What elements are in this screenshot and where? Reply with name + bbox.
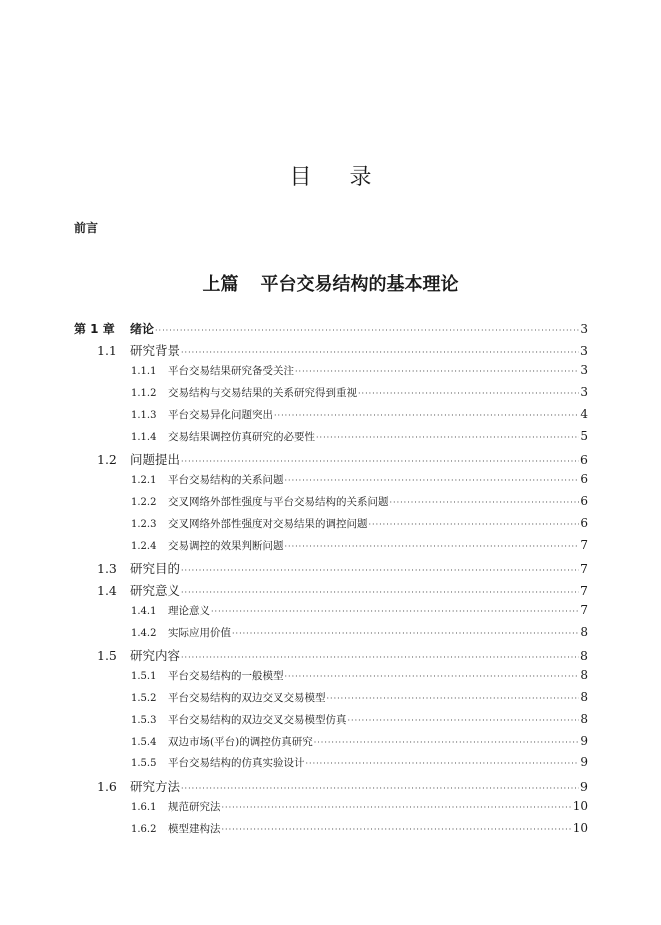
toc-entry-number: 1.2.1 bbox=[131, 475, 157, 486]
toc-entry-title: 交易结构与交易结果的关系研究得到重视 bbox=[168, 387, 357, 399]
toc-entry-page: 8 bbox=[580, 712, 588, 726]
toc-entry-page: 10 bbox=[572, 821, 588, 835]
toc-entry-page: 7 bbox=[580, 561, 588, 576]
preface-link[interactable]: 前言 bbox=[74, 221, 99, 235]
toc-entry-title: 研究方法 bbox=[130, 779, 181, 794]
part-label: 上篇 bbox=[202, 274, 239, 295]
toc-entry[interactable] bbox=[74, 472, 588, 487]
toc-entry-page: 3 bbox=[580, 363, 588, 377]
toc-leader-dots bbox=[390, 498, 580, 507]
title-char: 目 bbox=[289, 165, 312, 190]
toc-leader-dots bbox=[181, 784, 579, 793]
toc-entry-title: 实际应用价值 bbox=[168, 627, 231, 639]
toc-entry[interactable] bbox=[74, 668, 588, 683]
toc-entry-title: 研究内容 bbox=[130, 648, 181, 663]
toc-entry[interactable] bbox=[74, 581, 588, 599]
toc-entry-page: 10 bbox=[572, 799, 588, 813]
title-char: 录 bbox=[349, 165, 372, 190]
toc-entry-page: 9 bbox=[580, 755, 588, 769]
toc-entry-title: 绪论 bbox=[130, 322, 155, 336]
toc-leader-dots bbox=[306, 759, 580, 768]
toc-entry-page: 7 bbox=[580, 583, 588, 598]
toc-leader-dots bbox=[369, 520, 580, 529]
toc-entry-title: 平台交易结构的关系问题 bbox=[168, 474, 284, 486]
toc-entry[interactable] bbox=[74, 625, 588, 640]
toc-entry-page: 7 bbox=[580, 603, 588, 617]
toc-leader-dots bbox=[222, 825, 572, 834]
toc-entry-page: 6 bbox=[580, 516, 588, 530]
toc-entry[interactable] bbox=[74, 690, 588, 705]
toc-entry-number: 1.1.4 bbox=[131, 432, 157, 443]
toc-entry-title: 问题提出 bbox=[130, 452, 181, 467]
toc-entry-number: 1.1.1 bbox=[131, 366, 157, 377]
toc-leader-dots bbox=[285, 542, 580, 551]
toc-entry-number: 1.4.1 bbox=[131, 606, 157, 617]
toc-entry-number: 1.6.1 bbox=[131, 802, 157, 813]
toc-leader-dots bbox=[181, 457, 579, 466]
toc-entry[interactable] bbox=[74, 559, 588, 577]
toc-entry[interactable] bbox=[74, 450, 588, 468]
toc-entry-title: 交易调控的效果判断问题 bbox=[168, 540, 284, 552]
toc-entry-page: 6 bbox=[580, 452, 588, 467]
toc-leader-dots bbox=[232, 629, 579, 638]
toc-entry-number: 1.5.2 bbox=[131, 693, 157, 704]
toc-entry-page: 9 bbox=[580, 779, 588, 794]
toc-leader-dots bbox=[316, 433, 579, 442]
toc-entry-number: 1.1.2 bbox=[131, 388, 157, 399]
toc-entry-title: 理论意义 bbox=[168, 605, 210, 617]
toc-entry-title: 双边市场(平台)的调控仿真研究 bbox=[168, 736, 313, 748]
toc-entry-number: 1.2 bbox=[97, 452, 117, 467]
toc-entry-title: 平台交易异化问题突出 bbox=[168, 409, 273, 421]
toc-entry-number: 1.5.5 bbox=[131, 758, 157, 769]
toc-entry-number: 1.5.3 bbox=[131, 715, 157, 726]
toc-entry-page: 9 bbox=[580, 734, 588, 748]
toc-entry-number: 1.4.2 bbox=[131, 628, 157, 639]
toc-entry-title: 研究意义 bbox=[130, 583, 181, 598]
toc-leader-dots bbox=[181, 566, 579, 575]
toc-entry[interactable] bbox=[74, 646, 588, 664]
toc-entry[interactable] bbox=[74, 799, 588, 814]
toc-entry-number: 1.5.1 bbox=[131, 671, 157, 682]
toc-entry-title: 规范研究法 bbox=[168, 801, 221, 813]
toc-entry[interactable] bbox=[74, 516, 588, 531]
toc-entry-title: 平台交易结构的双边交叉交易模型仿真 bbox=[168, 714, 347, 726]
toc-entry[interactable] bbox=[74, 712, 588, 727]
toc-entry-number: 1.3 bbox=[97, 561, 117, 576]
toc-entry-page: 6 bbox=[580, 494, 588, 508]
toc-entry-number: 1.2.4 bbox=[131, 541, 157, 552]
toc-entry-number: 1.5.4 bbox=[131, 737, 157, 748]
toc-entry-number: 1.6 bbox=[97, 779, 117, 794]
toc-entry-page: 3 bbox=[580, 385, 588, 399]
toc-entry[interactable] bbox=[74, 755, 588, 770]
toc-entry-title: 平台交易结构的仿真实验设计 bbox=[168, 757, 305, 769]
toc-entry-page: 6 bbox=[580, 472, 588, 486]
toc-entry-title: 平台交易结构的一般模型 bbox=[168, 670, 284, 682]
toc-entry-number: 1.4 bbox=[97, 583, 117, 598]
toc-entry-title: 模型建构法 bbox=[168, 823, 221, 835]
toc-entry-page: 8 bbox=[580, 668, 588, 682]
part-heading bbox=[0, 270, 661, 296]
toc-leader-dots bbox=[327, 694, 580, 703]
toc-entry[interactable] bbox=[74, 429, 588, 444]
toc-entry[interactable] bbox=[74, 320, 588, 337]
toc-entry-title: 平台交易结果研究备受关注 bbox=[168, 365, 294, 377]
toc-entry-page: 3 bbox=[580, 343, 588, 358]
toc-leader-dots bbox=[274, 411, 579, 420]
toc-leader-dots bbox=[285, 672, 580, 681]
toc-entry-number: 1.2.3 bbox=[131, 519, 157, 530]
toc-entry-number: 1.5 bbox=[97, 648, 117, 663]
toc-entry[interactable] bbox=[74, 538, 588, 553]
toc-leader-dots bbox=[285, 476, 580, 485]
toc-entry[interactable] bbox=[74, 494, 588, 509]
toc-leader-dots bbox=[222, 803, 572, 812]
toc-entry-title: 研究目的 bbox=[130, 561, 181, 576]
toc-entry[interactable] bbox=[74, 341, 588, 359]
toc-leader-dots bbox=[181, 653, 579, 662]
toc-entry-title: 交易结果调控仿真研究的必要性 bbox=[168, 431, 315, 443]
toc-entry[interactable] bbox=[74, 363, 588, 378]
toc-entry[interactable] bbox=[74, 777, 588, 795]
toc-entry-number: 1.1 bbox=[97, 343, 117, 358]
toc-leader-dots bbox=[348, 716, 580, 725]
toc-leader-dots bbox=[211, 607, 579, 616]
toc-entry-page: 7 bbox=[580, 538, 588, 552]
toc-leader-dots bbox=[358, 389, 579, 398]
toc-entry-number: 第 1 章 bbox=[74, 322, 115, 336]
toc-leader-dots bbox=[181, 348, 579, 357]
toc-entry-number: 1.1.3 bbox=[131, 410, 157, 421]
page-title bbox=[0, 160, 661, 191]
toc-entry-page: 3 bbox=[580, 322, 588, 336]
toc-entry[interactable] bbox=[74, 603, 588, 618]
toc-entry-title: 研究背景 bbox=[130, 343, 181, 358]
toc-entry-page: 8 bbox=[580, 690, 588, 704]
toc-entry-page: 4 bbox=[580, 407, 588, 421]
toc-leader-dots bbox=[295, 367, 579, 376]
toc-entry[interactable] bbox=[74, 407, 588, 422]
part-name: 平台交易结构的基本理论 bbox=[260, 274, 459, 295]
toc-entry-title: 平台交易结构的双边交叉交易模型 bbox=[168, 692, 326, 704]
toc-entry[interactable] bbox=[74, 821, 588, 836]
toc-leader-dots bbox=[181, 588, 579, 597]
toc-entry-page: 8 bbox=[580, 625, 588, 639]
toc-entry-title: 交叉网络外部性强度对交易结果的调控问题 bbox=[168, 518, 368, 530]
toc-leader-dots bbox=[155, 326, 579, 335]
toc-entry-number: 1.6.2 bbox=[131, 824, 157, 835]
toc-entry-page: 8 bbox=[580, 648, 588, 663]
toc-entry[interactable] bbox=[74, 734, 588, 749]
toc-entry-number: 1.2.2 bbox=[131, 497, 157, 508]
toc-entry[interactable] bbox=[74, 385, 588, 400]
toc-entry-title: 交叉网络外部性强度与平台交易结构的关系问题 bbox=[168, 496, 389, 508]
toc-leader-dots bbox=[314, 738, 580, 747]
toc-entry-page: 5 bbox=[580, 429, 588, 443]
